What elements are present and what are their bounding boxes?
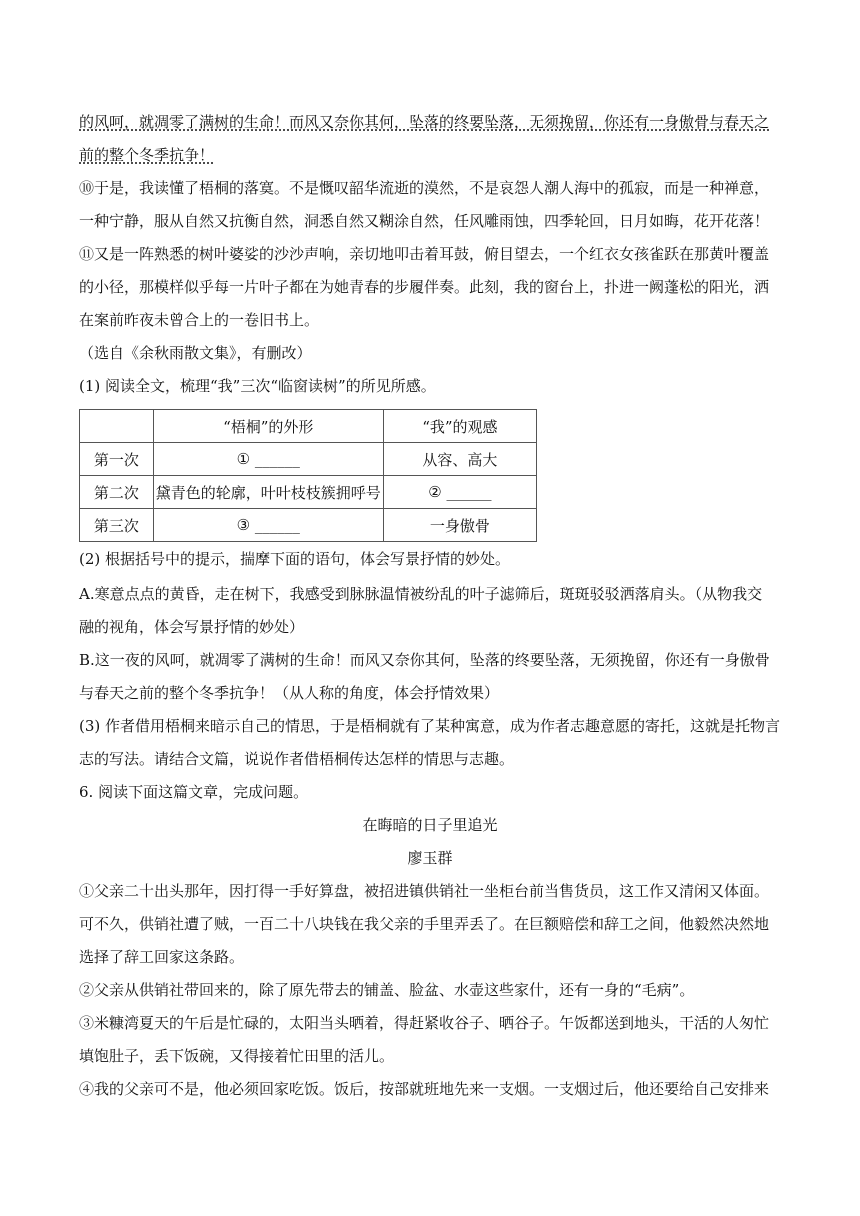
table-cell: 第三次 — [80, 509, 154, 542]
paragraph-3-cont: 填饱肚子，丢下饭碗，又得接着忙田里的活儿。 — [79, 1047, 395, 1065]
paragraph-10: ⑩于是，我读懂了梧桐的落寞。不是慨叹韶华流逝的漠然，不是哀怨人潮人海中的孤寂，而是一种禅意， — [79, 179, 770, 197]
table-cell: ① ______ — [153, 443, 383, 476]
question-2-item-a: A.寒意点点的黄昏，走在树下，我感受到脉脉温情被纷乱的叶子滤筛后，斑斑驳驳洒落肩头。（从物我交 — [79, 585, 763, 603]
paragraph-2: ②父亲从供销社带回来的，除了原先带去的铺盖、脸盆、水壶这些家什，还有一身的“毛病”。 — [79, 981, 695, 999]
table-row — [80, 476, 537, 509]
table-cell: ③ ______ — [153, 509, 383, 542]
question-1-prompt: (1) 阅读全文，梳理“我”三次“临窗读树”的所见所感。 — [79, 377, 436, 395]
paragraph-4: ④我的父亲可不是，他必须回家吃饭。饭后，按部就班地先来一支烟。一支烟过后，他还要给自己安排来 — [79, 1080, 770, 1098]
table-row — [80, 443, 537, 476]
text-line: 的风呵，就凋零了满树的生命！而风又奈你其何，坠落的终要坠落，无须挽留，你还有一身傲骨与春天之 — [79, 113, 770, 131]
table-cell: ② ______ — [383, 476, 536, 509]
paragraph-11-cont: 的小径，那模样似乎每一片叶子都在为她青春的步履伴奏。此刻，我的窗台上，扑进一阙蓬松的阳光，洒 — [79, 278, 770, 296]
question-3-cont: 志的写法。请结合文篇，说说作者借梧桐传达怎样的情思与志趣。 — [79, 750, 515, 768]
table-cell: 第二次 — [80, 476, 154, 509]
question-2-item-b: B.这一夜的风呵，就凋零了满树的生命！而风又奈你其何，坠落的终要坠落，无须挽留，你还有一身傲骨 — [79, 651, 770, 669]
table-cell: 黛青色的轮廓，叶叶枝枝簇拥呼号 — [153, 476, 383, 509]
paragraph-1-cont: 可不久，供销社遭了贼，一百二十八块钱在我父亲的手里弄丢了。在巨额赔偿和辞工之间，他毅然决然地 — [79, 915, 770, 933]
table-cell: 从容、高大 — [383, 443, 536, 476]
table-header-cell — [80, 410, 154, 443]
question-3: (3) 作者借用梧桐来暗示自己的情思，于是梧桐就有了某种寓意，成为作者志趣意愿的寄托，这就是托物言 — [79, 717, 781, 735]
text-line: 前的整个冬季抗争！ — [79, 146, 215, 164]
table-header-cell: “梧桐”的外形 — [153, 410, 383, 443]
table-header-cell: “我”的观感 — [383, 410, 536, 443]
answer-table — [79, 409, 537, 542]
source-note: （选自《余秋雨散文集》，有删改） — [79, 344, 312, 362]
paragraph-11: ⑪又是一阵熟悉的树叶婆娑的沙沙声响，亲切地叩击着耳鼓，俯目望去，一个红衣女孩雀跃在那黄叶覆盖 — [79, 245, 770, 263]
paragraph-1: ①父亲二十出头那年，因打得一手好算盘，被招进镇供销社一坐柜台前当售货员，这工作又清闲又体面。 — [79, 882, 770, 900]
article-author: 廖玉群 — [407, 849, 453, 867]
table-row — [80, 509, 537, 542]
question-2-item-b-cont: 与春天之前的整个冬季抗争！（从人称的角度，体会抒情效果） — [79, 684, 500, 702]
article-title: 在晦暗的日子里追光 — [362, 816, 498, 834]
paragraph-3: ③米糠湾夏天的午后是忙碌的，太阳当头晒着，得赶紧收谷子、晒谷子。午饭都送到地头，干活的人匆忙 — [79, 1014, 770, 1032]
paragraph-1-cont: 选择了辞工回家这条路。 — [79, 948, 245, 966]
table-cell: 第一次 — [80, 443, 154, 476]
paragraph-11-cont: 在案前昨夜未曾合上的一卷旧书上。 — [79, 311, 320, 329]
question-2-item-a-cont: 融的视角，体会写景抒情的妙处） — [79, 618, 305, 636]
question-2-prompt: (2) 根据括号中的提示，揣摩下面的语句，体会写景抒情的妙处。 — [79, 550, 511, 568]
table-cell: 一身傲骨 — [383, 509, 536, 542]
question-6-prompt: 6. 阅读下面这篇文章，完成问题。 — [79, 783, 309, 801]
paragraph-10-cont: 一种宁静，服从自然又抗衡自然，洞悉自然又糊涂自然，任风雕雨蚀，四季轮回，日月如晦，花开花落！ — [79, 212, 770, 230]
table-header-row — [80, 410, 537, 443]
